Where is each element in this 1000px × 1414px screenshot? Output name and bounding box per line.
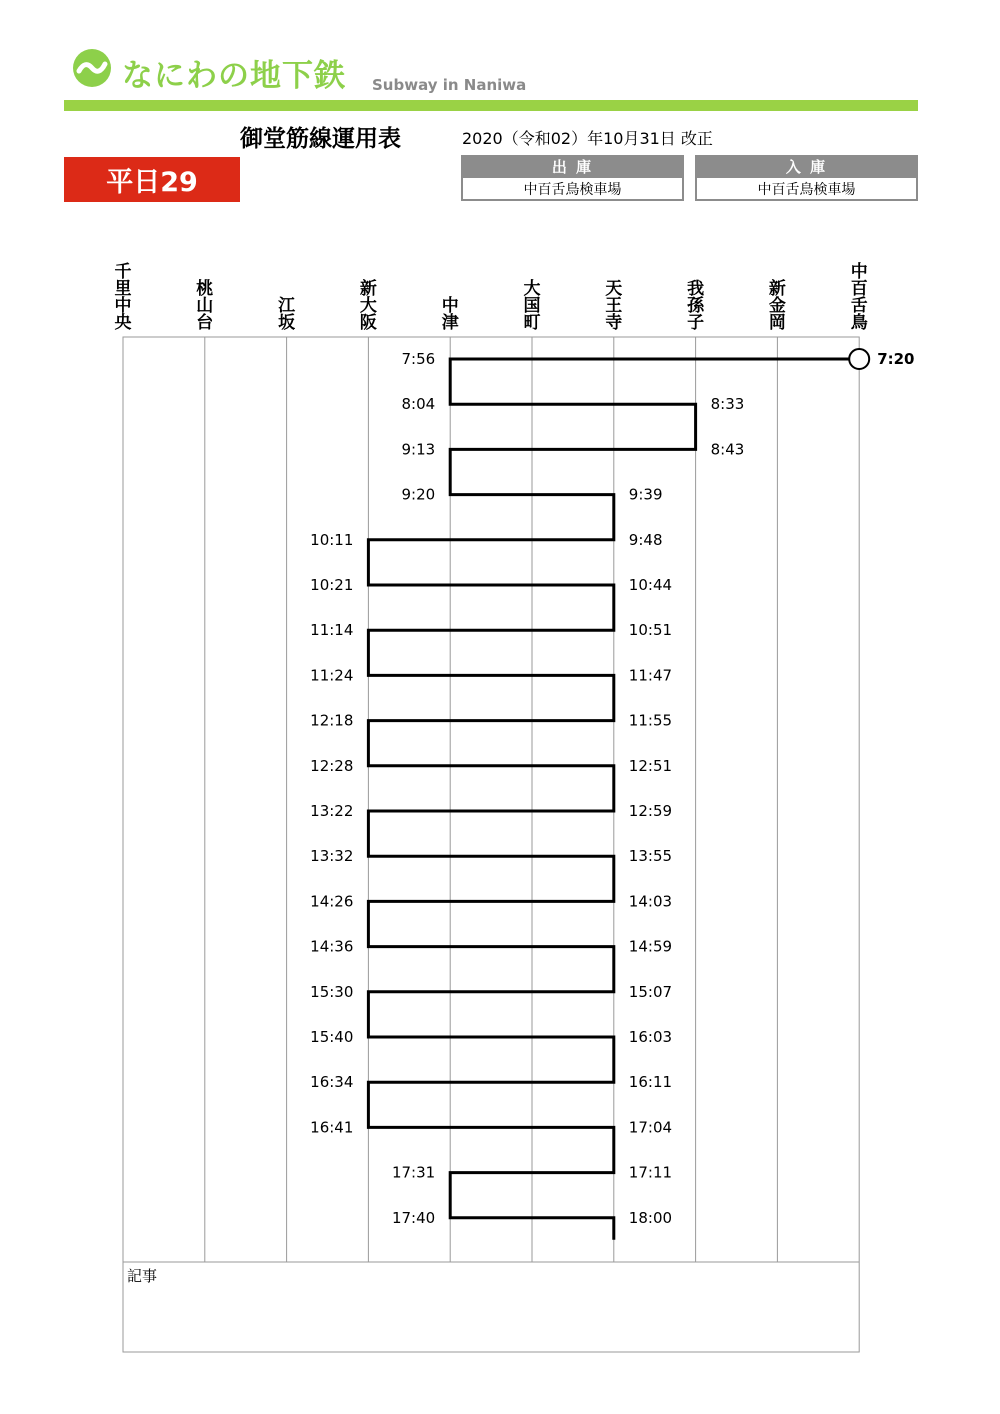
depot-departure-label: 出 庫 <box>461 155 684 178</box>
revision-date: 2020（令和02）年10月31日 改正 <box>462 129 713 148</box>
departure-time-label: 14:36 <box>310 937 354 956</box>
station-header: 中津 <box>441 296 459 333</box>
grid-frame <box>123 337 859 1352</box>
departure-time-label: 8:04 <box>401 395 436 414</box>
service-number-badge: 平日29 <box>64 157 240 202</box>
departure-time-label: 9:20 <box>401 485 436 504</box>
brand-subtitle: Subway in Naniwa <box>372 76 527 94</box>
station-header: 新大阪 <box>359 279 377 333</box>
arrival-time-label: 16:34 <box>310 1073 354 1092</box>
start-time-label: 7:20 <box>877 350 915 368</box>
station-header: 我孫子 <box>687 279 705 333</box>
departure-time-label: 12:28 <box>310 756 354 775</box>
arrival-time-label: 12:51 <box>628 756 673 775</box>
page-title: 御堂筋線運用表 <box>240 126 401 152</box>
arrival-time-label: 14:59 <box>628 937 673 956</box>
departure-time-label: 17:11 <box>628 1163 673 1182</box>
arrival-time-label: 10:44 <box>628 576 673 594</box>
depot-arrival-label: 入 庫 <box>695 155 918 178</box>
arrival-time-label: 9:39 <box>628 485 663 504</box>
arrival-time-label: 11:14 <box>310 621 354 640</box>
departure-time-label: 12:59 <box>628 802 673 820</box>
station-header: 天王寺 <box>605 279 623 333</box>
arrival-time-label: 8:33 <box>710 395 745 414</box>
depot-departure-value: 中百舌鳥検車場 <box>461 178 684 201</box>
departure-time-label: 13:32 <box>310 847 354 866</box>
station-header: 江坂 <box>278 296 296 333</box>
brand-logo-text: なにわの地下鉄 <box>122 58 346 94</box>
station-header: 大国町 <box>523 279 541 333</box>
departure-time-label: 16:41 <box>310 1118 354 1137</box>
arrival-time-label: 14:26 <box>310 892 354 911</box>
departure-time-label: 10:51 <box>628 621 673 640</box>
departure-time-label: 11:55 <box>628 711 673 730</box>
arrival-time-label: 9:13 <box>401 440 436 459</box>
departure-time-label: 8:43 <box>710 440 745 459</box>
start-depot-marker <box>849 349 869 369</box>
arrival-time-label: 11:47 <box>628 666 673 685</box>
station-header: 桃山台 <box>196 279 214 333</box>
departure-time-label: 10:21 <box>310 576 354 594</box>
station-header: 千里中央 <box>114 262 132 333</box>
departure-time-label: 15:40 <box>310 1028 354 1046</box>
departure-time-label: 17:40 <box>391 1208 436 1227</box>
arrival-time-label: 16:03 <box>628 1028 673 1046</box>
arrival-time-label: 12:18 <box>310 711 354 730</box>
arrival-time-label: 7:56 <box>401 350 436 368</box>
arrival-time-label: 17:04 <box>628 1118 673 1137</box>
depot-arrival-value: 中百舌鳥検車場 <box>695 178 918 201</box>
arrival-time-label: 13:22 <box>310 802 354 820</box>
arrival-time-label: 10:11 <box>310 530 354 549</box>
arrival-time-label: 18:00 <box>628 1208 673 1227</box>
arrival-time-label: 13:55 <box>628 847 673 866</box>
notes-label: 記事 <box>127 1267 158 1285</box>
arrival-time-label: 15:30 <box>310 982 354 1001</box>
departure-time-label: 15:07 <box>628 982 673 1001</box>
station-header: 中百舌鳥 <box>850 262 868 333</box>
departure-time-label: 9:48 <box>628 530 663 549</box>
arrival-time-label: 17:31 <box>391 1163 436 1182</box>
station-header: 新金岡 <box>768 279 786 333</box>
departure-time-label: 11:24 <box>310 666 354 685</box>
departure-time-label: 16:11 <box>628 1073 673 1092</box>
departure-time-label: 14:03 <box>628 892 673 911</box>
